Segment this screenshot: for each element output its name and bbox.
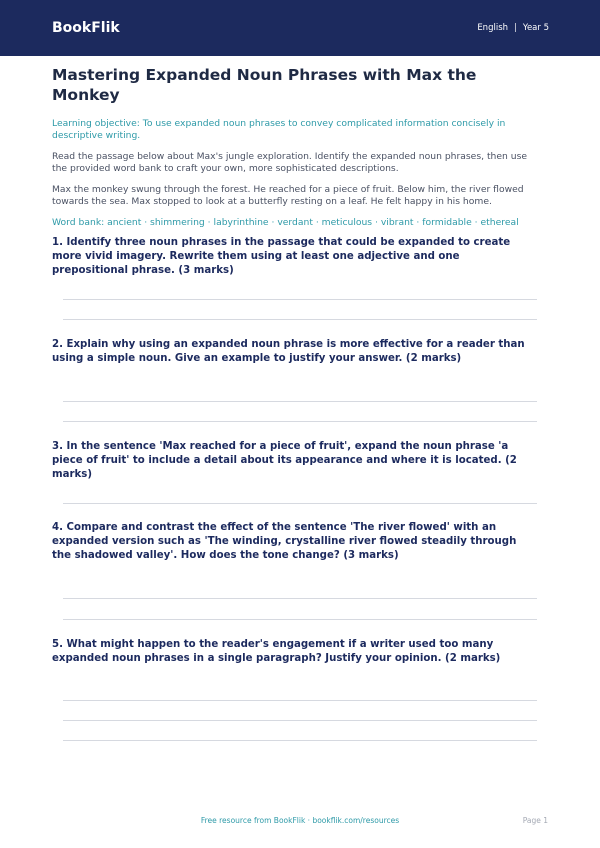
answer-line[interactable] — [63, 740, 537, 741]
page-title: Mastering Expanded Noun Phrases with Max the Monkey — [52, 66, 477, 104]
intro-text: Read the passage below about Max's jungle exploration. Identify the expanded noun phrases, then use the provided word bank to craft your own, more sophisticated descriptions. — [52, 151, 528, 174]
answer-line[interactable] — [63, 619, 537, 620]
answer-line[interactable] — [63, 299, 537, 300]
question-text: 3. In the sentence 'Max reached for a piece of fruit', expand the noun phrase 'a piece of fruit' to include a detail about its appearance and where it is located. (2 marks) — [52, 441, 517, 481]
page-number: Page 1 — [522, 816, 548, 825]
learning-objective: Learning objective: To use expanded noun phrases to convey complicated information concisely in descriptive writing. — [52, 118, 506, 141]
question-5 — [52, 638, 538, 666]
question-2 — [52, 338, 538, 366]
answer-line[interactable] — [63, 319, 537, 320]
meta-separator: | — [514, 23, 517, 33]
question-3 — [52, 440, 538, 483]
passage-text: Max the monkey swung through the forest. He reached for a piece of fruit. Below him, the river flowed towards the sea. Max stopped to look at a butterfly resting on a leaf. He felt happy in his home. — [52, 184, 524, 207]
answer-line[interactable] — [63, 401, 537, 402]
site-header — [0, 0, 600, 56]
question-text: 1. Identify three noun phrases in the passage that could be expanded to create more vivid imagery. Rewrite them using at least one adjective and one prepositional phrase. (3 marks) — [52, 237, 511, 277]
answer-line[interactable] — [63, 421, 537, 422]
year-label: Year 5 — [522, 23, 549, 33]
worksheet-intro — [52, 64, 542, 229]
question-4 — [52, 521, 538, 564]
subject-label: English — [477, 23, 509, 33]
question-text: 4. Compare and contrast the effect of the sentence 'The river flowed' with an expanded version such as 'The winding, crystalline river flowed steadily through the shadowed valley'. How does the tone change? (3 marks) — [52, 522, 517, 562]
header-meta — [477, 23, 549, 33]
answer-line[interactable] — [63, 598, 537, 599]
question-text: 5. What might happen to the reader's engagement if a writer used too many expanded noun phrases in a single paragraph? Justify your opinion. (2 marks) — [52, 639, 501, 665]
word-bank: Word bank: ancient · shimmering · labyrinthine · verdant · meticulous · vibrant · formidable · ethereal — [52, 217, 519, 228]
brand-logo[interactable]: BookFlik — [52, 20, 120, 36]
question-text: 2. Explain why using an expanded noun phrase is more effective for a reader than using a simple noun. Give an example to justify your answer. (2 marks) — [52, 339, 525, 365]
question-1 — [52, 236, 538, 279]
footer-link[interactable]: Free resource from BookFlik · bookflik.com/resources — [200, 816, 400, 825]
answer-line[interactable] — [63, 720, 537, 721]
answer-line[interactable] — [63, 700, 537, 701]
answer-line[interactable] — [63, 503, 537, 504]
